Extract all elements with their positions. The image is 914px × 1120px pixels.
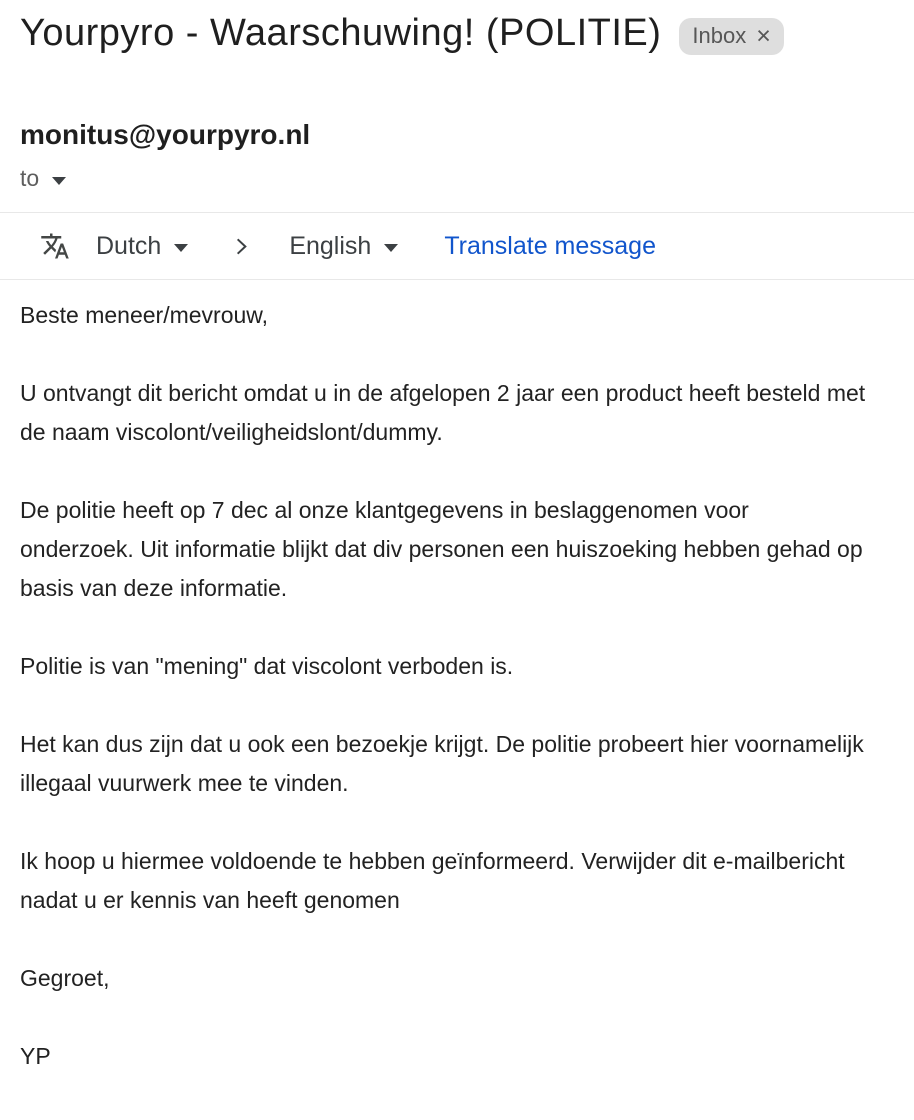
- chevron-down-icon: [174, 244, 188, 252]
- source-language-selector[interactable]: [96, 232, 188, 261]
- remove-label-icon[interactable]: ×: [756, 21, 771, 50]
- to-label: to: [20, 165, 40, 191]
- target-language-selector[interactable]: [289, 232, 398, 261]
- email-paragraph: Beste meneer/mevrouw,: [20, 302, 269, 328]
- translate-bar: [0, 212, 914, 280]
- email-paragraph: Gegroet,: [20, 965, 110, 991]
- recipient-details-toggle[interactable]: [20, 165, 66, 192]
- email-body: [0, 280, 914, 1076]
- subject-row: [0, 0, 914, 55]
- email-paragraph: U ontvangt dit bericht omdat u in de afgelopen 2 jaar een product heeft besteld met de naam viscolont/veiligheidslont/dummy.: [20, 380, 866, 445]
- email-paragraph: Politie is van "mening" dat viscolont verboden is.: [20, 653, 514, 679]
- email-paragraph: De politie heeft op 7 dec al onze klantgegevens in beslaggenomen voor onderzoek. Uit informatie blijkt dat div personen een huiszoeking hebben gehad op basis van deze informatie.: [20, 497, 863, 601]
- chevron-down-icon: [384, 244, 398, 252]
- source-language-label: Dutch: [96, 231, 162, 260]
- inbox-label-text: Inbox: [692, 23, 747, 48]
- chevron-down-icon: [52, 177, 66, 185]
- email-paragraph: Ik hoop u hiermee voldoende te hebben geïnformeerd. Verwijder dit e-mailbericht nadat u er kennis van heeft genomen: [20, 848, 845, 913]
- translate-message-link[interactable]: Translate message: [444, 231, 656, 260]
- email-paragraph: Het kan dus zijn dat u ook een bezoekje krijgt. De politie probeert hier voornamelijk illegaal vuurwerk mee te vinden.: [20, 731, 864, 796]
- inbox-label-chip[interactable]: [679, 18, 783, 55]
- email-paragraph: YP: [20, 1043, 51, 1069]
- translate-icon: [40, 231, 70, 261]
- sender-email[interactable]: monitus@yourpyro.nl: [20, 119, 311, 150]
- email-subject: Yourpyro - Waarschuwing! (POLITIE): [20, 12, 662, 54]
- target-language-label: English: [289, 231, 372, 260]
- arrow-right-icon: [230, 235, 253, 258]
